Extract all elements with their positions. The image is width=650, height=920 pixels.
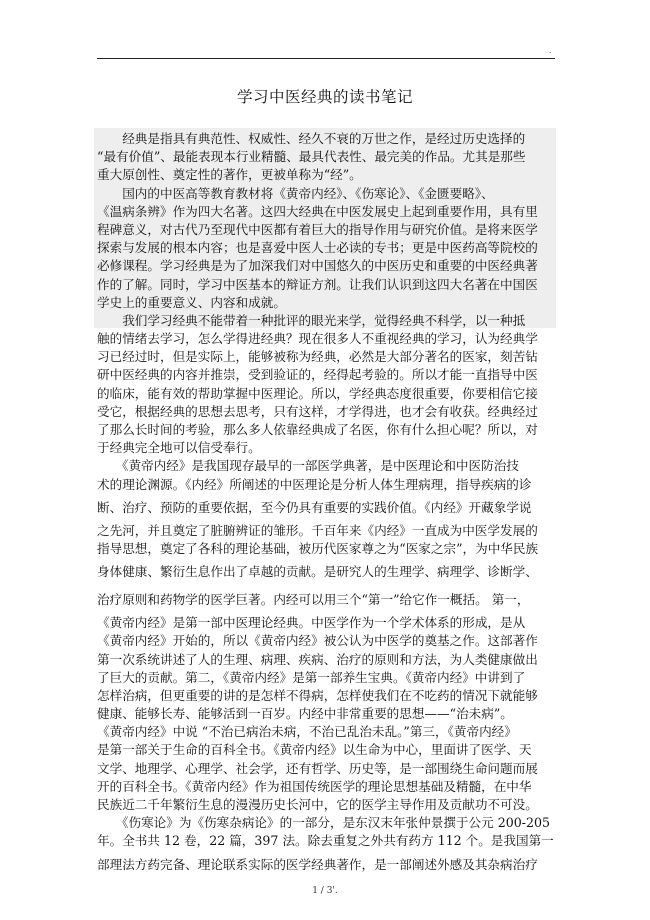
text-line: 健康、能够长寿、能够活到一百岁。内经中非常重要的思想——“治未病”。 bbox=[97, 706, 513, 722]
text-line: 习已经过时，但是实际上，能够被称为经典，必然是大部分著名的医家，刻苦钻 bbox=[97, 349, 538, 365]
text-line: 术的理论渊源。《内经》所阐述的中医理论是分析人体生理病理，指导疾病的诊 bbox=[97, 476, 532, 492]
text-line: 经典是指具有典范性、权威性、经久不衰的万世之作，是经过历史选择的 bbox=[97, 131, 526, 146]
text-line: “最有价值”、最能表现本行业精髓、最具代表性、最完美的作品。尤其是那些 bbox=[97, 149, 526, 165]
text-line: 是第一部关于生命的百科全书。《黄帝内经》以生命为中心，里面讲了医学、天 bbox=[97, 742, 532, 758]
text-line: 部理法方药完备、理论联系实际的医学经典著作，是一部阐述外感及其杂病治疗 bbox=[97, 856, 538, 872]
text-line: 探索与发展的根本内容；也是喜爱中医人士必读的专书；更是中医药高等院校的 bbox=[97, 240, 538, 256]
text-line: 《黄帝内经》是第一部中医理论经典。中医学作为一个学术体系的形成，是从 bbox=[97, 615, 526, 631]
text-line: 治疗原则和药物学的医学巨著。内经可以用三个“第一”给它作一概括。 第一， bbox=[97, 592, 530, 608]
text-line: 《伤寒论》为《伤寒杂病论》的一部分，是东汉末年张仲景撰于公元 200-205 bbox=[97, 815, 551, 831]
text-line: 第一次系统讲述了人的生理、病理、疾病、治疗的原则和方法，为人类健康做出 bbox=[97, 651, 538, 667]
body-text bbox=[97, 130, 555, 879]
page-number: 1 / 3'. bbox=[312, 886, 338, 896]
page-title: 学习中医经典的读书笔记 bbox=[236, 88, 413, 106]
text-line: 指导思想，奠定了各科的理论基础，被历代医家尊之为“医家之宗”，为中华民族 bbox=[97, 540, 539, 556]
text-line: 怎样治病，但更重要的讲的是怎样不得病，怎样使我们在不吃药的情况下就能够 bbox=[97, 687, 538, 703]
text-line: 文学、地理学、心理学、社会学，还有哲学、历史等，是一部围绕生命问题而展 bbox=[97, 760, 538, 776]
text-line: 《黄帝内经》是我国现存最早的一部医学典著，是中医理论和中医防治技 bbox=[97, 458, 519, 474]
text-line: 了那么长时间的考验，那么多人依靠经典成了名医，你有什么担心呢？所以，对 bbox=[97, 422, 538, 437]
text-line: 断、治疗、预防的重要依据，至今仍具有重要的实践价值。《内经》开藏象学说 bbox=[97, 499, 532, 515]
text-line: 的临床，能有效的帮助掌握中医理论。所以，学经典态度很重要，你要相信它接 bbox=[97, 385, 538, 401]
text-line: 触的情绪去学习，怎么学得进经典？现在很多人不重视经典的学习，认为经典学 bbox=[97, 331, 538, 347]
header-rule bbox=[97, 58, 555, 59]
text-line: 学史上的重要意义、内容和成就。 bbox=[97, 294, 286, 310]
text-line: 身体健康、繁衍生息作出了卓越的贡献。是研究人的生理学、病理学、诊断学、 bbox=[97, 564, 538, 580]
text-line: 研中医经典的内容并推崇，受到验证的，经得起考验的。所以才能一直指导中医 bbox=[97, 367, 538, 383]
text-line: 开的百科全书。《黄帝内经》作为祖国传统医学的理论思想基础及精髓，在中华 bbox=[97, 778, 532, 794]
text-line: 《温病条辨》作为四大名著。这四大经典在中医发展史上起到重要作用，具有里 bbox=[97, 203, 538, 219]
text-line: 民族近二千年繁衍生息的漫漫历史长河中，它的医学主导作用及贡献功不可没。 bbox=[97, 797, 538, 812]
header-mark: . bbox=[549, 46, 552, 55]
text-line: 作的了解。同时，学习中医基本的辩证方剂。让我们认识到这四大名著在中国医 bbox=[97, 276, 538, 292]
text-line: 国内的中医高等教育教材将《黄帝内经》、《伤寒论》、《金匮要略》、 bbox=[97, 185, 494, 201]
text-line: 程碑意义，对古代乃至现代中医都有着巨大的指导作用与研究价值。是将来医学 bbox=[97, 221, 538, 237]
text-line: 于经典完全地可以信受奉行。 bbox=[97, 440, 261, 456]
text-line: 《黄帝内经》中说 “不治已病治未病，不治已乱治未乱。”第三，《黄帝内经》 bbox=[97, 724, 517, 740]
text-line: 受它，根据经典的思想去思考，只有这样，才学得进，也才会有收获。经典经过 bbox=[97, 403, 538, 419]
text-line: 必修课程。学习经典是为了加深我们对中国悠久的中医历史和重要的中医经典著 bbox=[97, 258, 538, 274]
text-line: 年。全书共 12 卷，22 篇，397 法。除去重复之外共有药方 112 个。是我国第一 bbox=[97, 833, 554, 849]
text-line: 之先河，并且奠定了脏腑辨证的雏形。千百年来《内经》一直成为中医学发展的 bbox=[97, 522, 538, 538]
text-line: 《黄帝内经》开始的，所以《黄帝内经》被公认为中医学的奠基之作。这部著作 bbox=[97, 633, 538, 649]
text-line: 我们学习经典不能带着一种批评的眼光来学，觉得经典不科学，以一种抵 bbox=[97, 312, 526, 328]
text-line: 重大原创性、奠定性的著作，更被单称为“经”。 bbox=[97, 167, 362, 183]
text-line: 了巨大的贡献。第二，《黄帝内经》是第一部养生宝典。《黄帝内经》中讲到了 bbox=[97, 669, 526, 685]
